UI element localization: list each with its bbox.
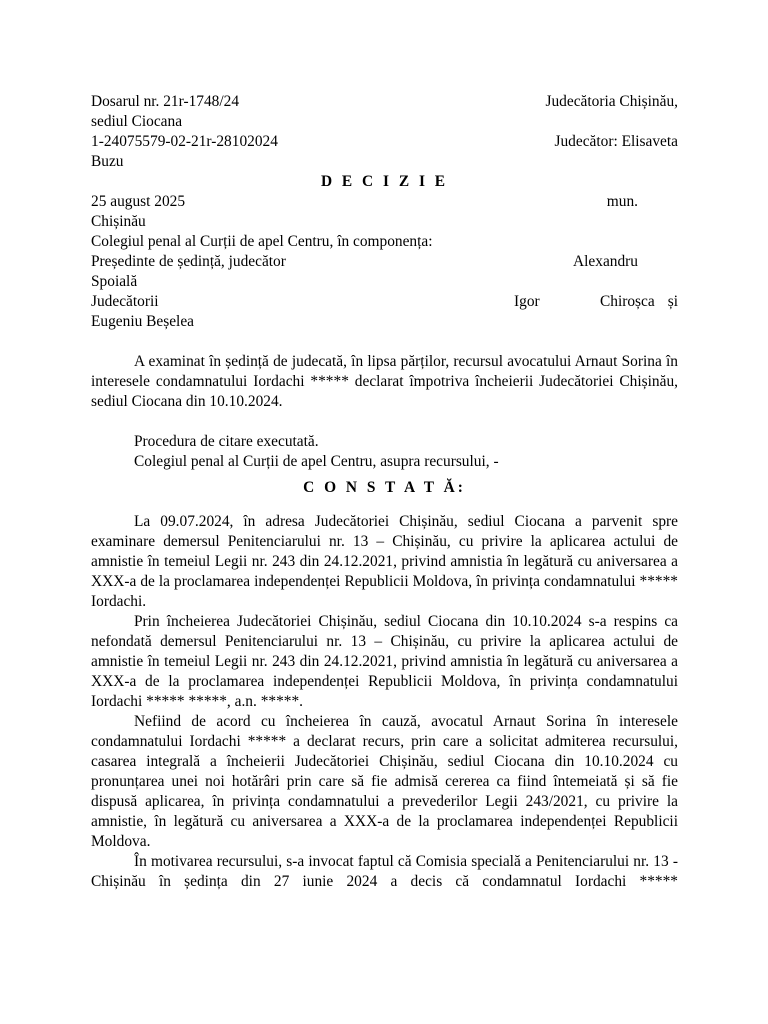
decision-date: 25 august 2025 [91, 193, 186, 210]
procedure-line-2: Colegiul penal al Curții de apel Centru, asupra recursului, - [134, 453, 499, 470]
header-row-2 [91, 132, 678, 152]
place-prefix: mun. [606, 193, 638, 210]
intro-paragraph: A examinat în ședință de judecată, în lipsa părților, recursul avocatului Arnaut Sorina în interesele condamnatului Iordachi ***** declarat împotriva încheierii Judecătoriei Chișinău, sediul Ciocana din 10.10.2024. [91, 353, 678, 410]
date-row [91, 192, 678, 212]
document-page [91, 92, 678, 892]
procedure-line-1: Procedura de citare executată. [134, 433, 319, 450]
judge2-name: Eugeniu Beșelea [91, 313, 194, 330]
panel-intro: Colegiul penal al Curții de apel Centru, în componența: [91, 233, 433, 250]
judge1-first-name: Igor [514, 293, 540, 310]
conjunction: și [667, 293, 678, 310]
judge-label: Judecător: Elisaveta [554, 133, 678, 150]
place-city: Chișinău [91, 213, 146, 230]
court-name: Judecătoria Chișinău, [545, 93, 678, 110]
judge1-last-name: Chiroșca [600, 293, 655, 310]
spacer [91, 332, 678, 352]
judges-row [91, 292, 678, 312]
header-row-1 [91, 92, 678, 112]
paragraph-3: Nefiind de acord cu încheierea în cauză, avocatul Arnaut Sorina în interesele condamnatului Iordachi ***** a declarat recurs, prin care a solicitat admiterea recursului, casarea integrală a încheierii Judecătoriei Chișinău, sediul Ciocana din 10.10.2024 cu pronunțarea unei noi hotărâri prin care să fie admisă cererea ca fiind întemeiată și să fie dispusă aplicarea, în privința condamnatului a prevederilor Legii 243/2021, cu privire la amnistie, în legătură cu aniversarea a XXX-a de la proclamarea independenței Republicii Moldova. [91, 713, 678, 850]
paragraph-4: În motivarea recursului, s-a invocat faptul că Comisia specială a Penitenciarului nr. 13 - Chișinău în ședința din 27 iunie 2024 a decis că condamnatul Iordachi ***** [91, 853, 678, 890]
president-last-name: Spoială [91, 273, 138, 290]
case-id: 1-24075579-02-21r-28102024 [91, 133, 278, 150]
president-first-name: Alexandru [573, 253, 638, 270]
president-row [91, 252, 678, 272]
constata-title: C O N S T A T Ă: [303, 479, 466, 496]
president-label: Președinte de ședință, judecător [91, 253, 286, 270]
court-seat: sediul Ciocana [91, 113, 183, 130]
paragraph-1: La 09.07.2024, în adresa Judecătoriei Chișinău, sediul Ciocana a parvenit spre examinare demersul Penitenciarului nr. 13 – Chișinău, cu privire la aplicarea actului de amnistie în temeiul Legii nr. 243 din 24.12.2021, privind amnistia în legătură cu aniversarea a XXX-a de la proclamarea independenței Republicii Moldova, în privința condamnatului ***** Iordachi. [91, 513, 678, 610]
document-title: D E C I Z I E [320, 173, 449, 190]
judge-surname: Buzu [91, 153, 124, 170]
judges-label: Judecătorii [91, 293, 159, 310]
spacer [91, 412, 678, 432]
paragraph-2: Prin încheierea Judecătoriei Chișinău, sediul Ciocana din 10.10.2024 s-a respins ca nefondată demersul Penitenciarului nr. 13 – Chișinău, cu privire la aplicarea actului de amnistie în temeiul Legii nr. 243 din 24.12.2021, privind amnistia în legătură cu aniversarea a XXX-a de la proclamarea independenței Republicii Moldova, în privința condamnatului Iordachi ***** *****, a.n. *****. [91, 613, 678, 710]
dosar-number: Dosarul nr. 21r-1748/24 [91, 93, 240, 110]
